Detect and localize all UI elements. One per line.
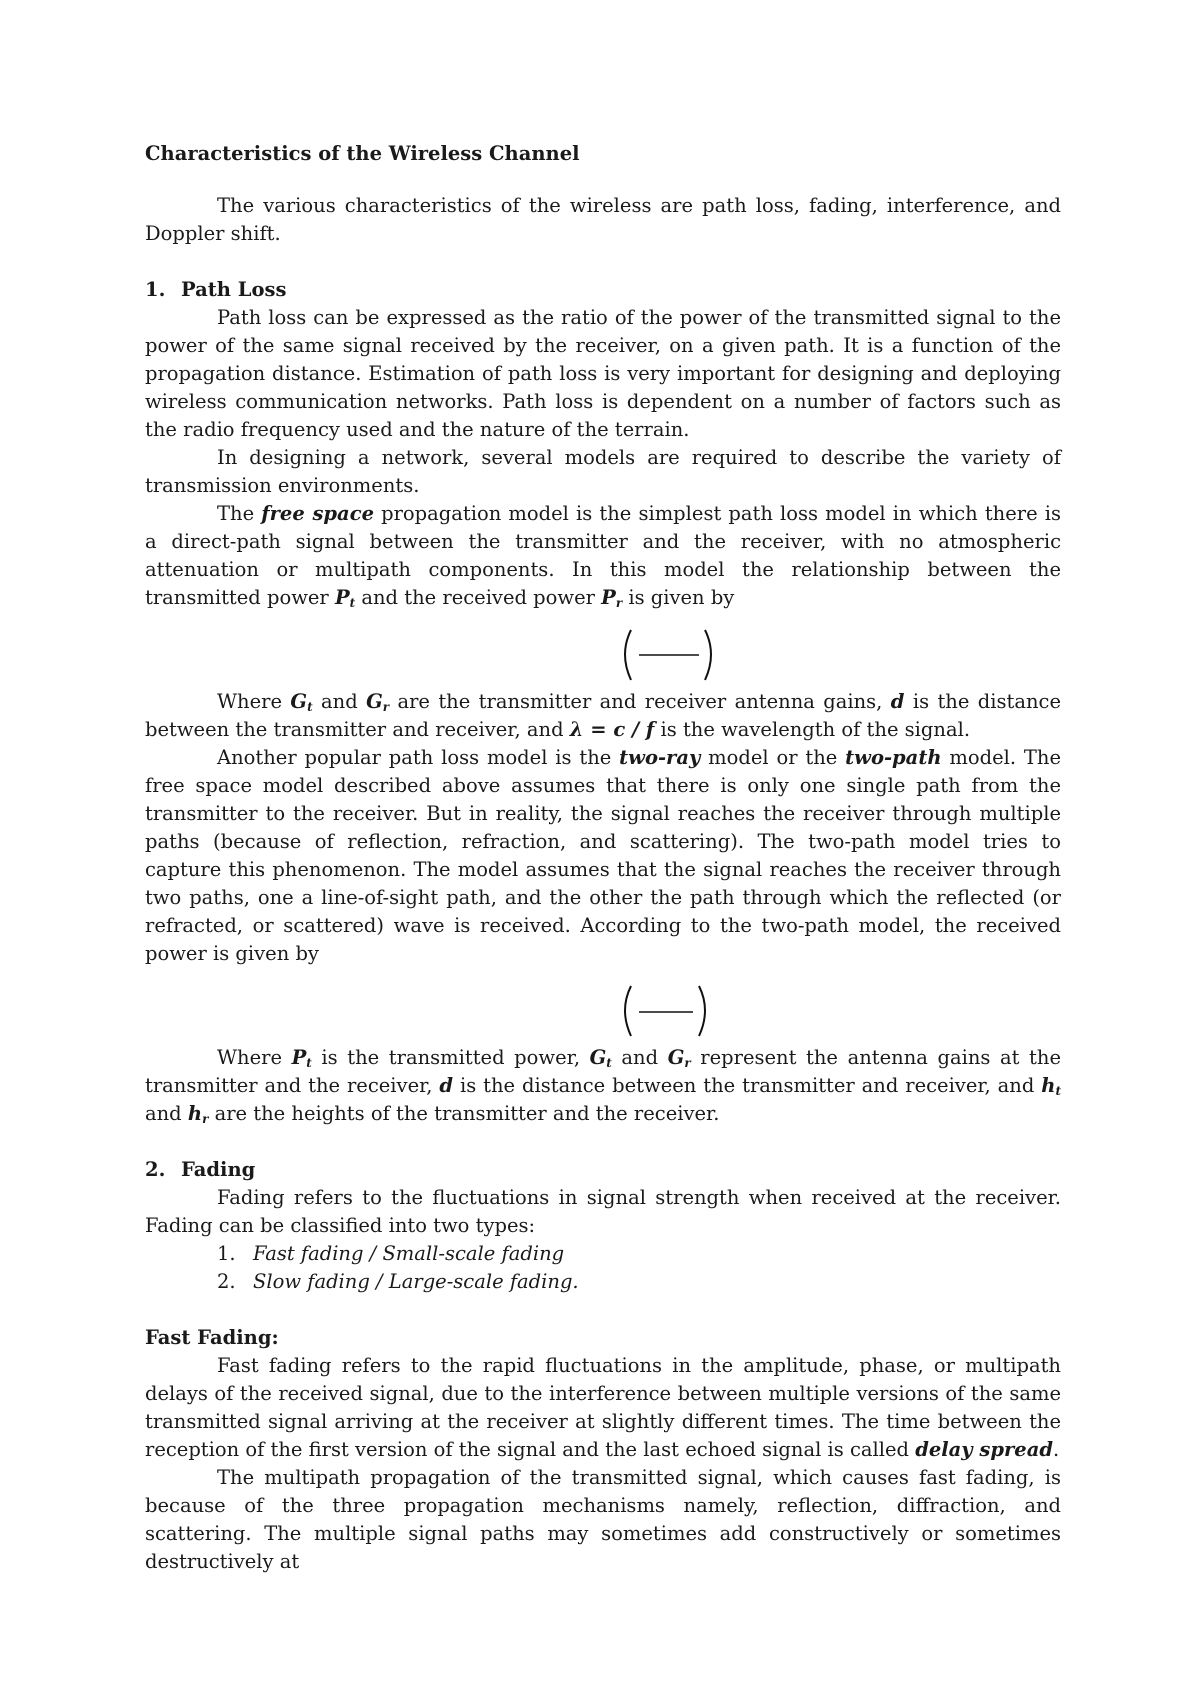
- text-run: Where: [217, 1046, 292, 1069]
- text-run: model. The free space model described above assumes that there is only one single path from the transmitter to the receiver. But in reality, the signal reaches the receiver through multiple paths (because of reflection, refraction, and scattering). The two-path model tries to capture this phenomenon. The model assumes that the signal reaches the receiver through two paths, one a line-of-sight path, and the other the path through which the reflected (or refracted, or scattered) wave is received. According to the two-path model, the received power is given by: [145, 746, 1061, 965]
- fast-fading-heading: Fast Fading:: [145, 1326, 279, 1349]
- term-two-path: two-path: [845, 746, 942, 769]
- fading-paragraph: Fading refers to the fluctuations in signal strength when received at the receiver. Fading can be classified into two types:: [145, 1186, 1061, 1237]
- text-run: and the received power: [355, 586, 602, 609]
- symbol-d: d: [439, 1074, 454, 1097]
- page-title: Characteristics of the Wireless Channel: [145, 142, 580, 165]
- text-run: The: [217, 502, 262, 525]
- eq2-left-paren: [625, 986, 631, 1036]
- section-title: Fading: [181, 1158, 256, 1181]
- text-run: are the transmitter and receiver antenna gains,: [389, 690, 891, 713]
- two-path-definition-paragraph: [145, 1044, 1061, 1128]
- text-run: .: [1052, 1438, 1060, 1461]
- fast-fading-paragraph-2: The multipath propagation of the transmitted signal, which causes fast fading, is because of the three propagation mechanisms namely, reflection, diffraction, and scattering. The multiple signal paths may sometimes add constructively or sometimes destructively at: [145, 1466, 1061, 1573]
- symbol-hr: $h_r$: [187, 1102, 209, 1126]
- term-two-ray: two-ray: [619, 746, 701, 769]
- text-run: is the transmitted power,: [311, 1046, 590, 1069]
- two-ray-paragraph: [145, 744, 1061, 968]
- section-heading-path-loss: [145, 276, 1061, 304]
- text-run: Where: [217, 690, 291, 713]
- document-page: [145, 140, 1061, 1576]
- equation-two-path: [145, 970, 1061, 1040]
- section-number: 2.: [145, 1158, 166, 1181]
- section-title: Path Loss: [181, 278, 287, 301]
- list-item: [145, 1240, 1061, 1268]
- equation-two-path-svg: [453, 970, 753, 1040]
- symbol-pt: $P_t$: [291, 1046, 312, 1070]
- eq1-left-paren: [625, 630, 631, 680]
- symbol-pr: $P_r$: [601, 586, 623, 610]
- section-number: 1.: [145, 278, 166, 301]
- fast-fading-paragraph-1: [145, 1352, 1061, 1464]
- equation-free-space-svg: [453, 614, 753, 684]
- text-run: and: [145, 1102, 188, 1125]
- text-run: and: [312, 690, 367, 713]
- eq1-right-paren: [705, 630, 711, 680]
- lambda-expression: λ = c / f: [569, 718, 655, 741]
- symbol-gr: $G_r$: [366, 690, 390, 714]
- symbol-gt: $G_t$: [589, 1046, 612, 1070]
- list-number: 2.: [217, 1270, 236, 1293]
- symbol-gt: $G_t$: [290, 690, 313, 714]
- text-run: is the distance between the transmitter and receiver, and: [145, 690, 1062, 741]
- text-run: are the heights of the transmitter and the receiver.: [208, 1102, 720, 1125]
- list-item: [145, 1268, 1061, 1296]
- text-run: model or the: [700, 746, 846, 769]
- text-run: propagation model is the simplest path loss model in which there is a direct-path signal between the transmitter and the receiver, with no atmospheric attenuation or multipath components. In this model the relationship between the transmitted power: [145, 502, 1062, 609]
- symbol-ht: $h_t$: [1041, 1074, 1061, 1098]
- symbol-d: d: [890, 690, 905, 713]
- text-run: is the distance between the transmitter and receiver, and: [453, 1074, 1042, 1097]
- gain-definition-paragraph: [145, 688, 1061, 744]
- term-free-space: free space: [261, 502, 374, 525]
- text-run: Another popular path loss model is the: [217, 746, 620, 769]
- text-run: and: [611, 1046, 668, 1069]
- free-space-paragraph: [145, 500, 1061, 612]
- eq2-right-paren: [699, 986, 705, 1036]
- list-number: 1.: [217, 1242, 236, 1265]
- term-delay-spread: delay spread: [915, 1438, 1053, 1461]
- text-run: is the wavelength of the signal.: [654, 718, 971, 741]
- list-text: Slow fading / Large-scale fading.: [253, 1270, 579, 1293]
- intro-paragraph: The various characteristics of the wireless are path loss, fading, interference, and Doppler shift.: [145, 194, 1061, 245]
- symbol-pt: $P_t$: [334, 586, 356, 610]
- list-text: Fast fading / Small-scale fading: [253, 1242, 565, 1265]
- text-run: represent the antenna gains at the transmitter and the receiver,: [145, 1046, 1061, 1097]
- path-loss-paragraph-2: In designing a network, several models are required to describe the variety of transmission environments.: [145, 446, 1061, 497]
- text-run: is given by: [622, 586, 735, 609]
- section-heading-fading: [145, 1156, 1061, 1184]
- equation-free-space: [145, 614, 1061, 684]
- text-run: Fast fading refers to the rapid fluctuations in the amplitude, phase, or multipath delays of the received signal, due to the interference between multiple versions of the same transmitted signal arriving at the receiver at slightly different times. The time between the reception of the first version of the signal and the last echoed signal is called: [145, 1354, 1061, 1461]
- path-loss-paragraph-1: Path loss can be expressed as the ratio of the power of the transmitted signal to the power of the same signal received by the receiver, on a given path. It is a function of the propagation distance. Estimation of path loss is very important for designing and deploying wireless communication networks. Path loss is dependent on a number of factors such as the radio frequency used and the nature of the terrain.: [145, 306, 1061, 441]
- symbol-gr: $G_r$: [667, 1046, 691, 1070]
